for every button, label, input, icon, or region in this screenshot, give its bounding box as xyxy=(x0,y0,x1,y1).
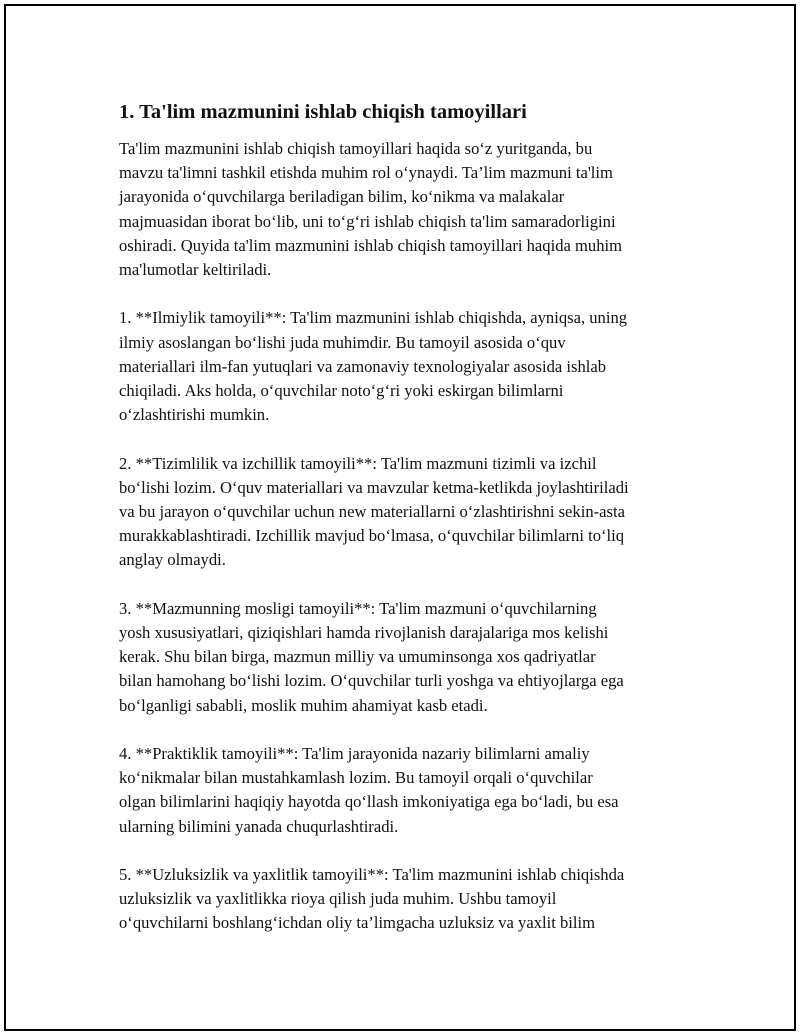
text-line: uzluksizlik va yaxlitlikka rioya qilish juda muhim. Ushbu tamoyil xyxy=(119,889,557,909)
text-line: Ta'lim mazmunini ishlab chiqish tamoyillari haqida so‘z yuritganda, bu xyxy=(119,139,593,158)
text-line: bilan hamohang bo‘lishi lozim. O‘quvchilar turli yoshga va ehtiyojlarga ega xyxy=(119,671,624,691)
principle-4-paragraph xyxy=(119,742,699,839)
text-line: 2. **Tizimlilik va izchillik tamoyili**: Ta'lim mazmuni tizimli va izchil xyxy=(119,453,597,473)
text-line: o‘quvchilarni boshlang‘ichdan oliy ta’limgacha uzluksiz va yaxlit bilim xyxy=(119,913,596,933)
intro-paragraph xyxy=(119,137,699,282)
text-line: 3. **Mazmunning mosligi tamoyili**: Ta'lim mazmuni o‘quvchilarning xyxy=(119,598,597,618)
text-line: ularning bilimini yanada chuqurlashtiradi. xyxy=(119,816,399,836)
text-line: 4. **Praktiklik tamoyili**: Ta'lim jarayonida nazariy bilimlarni amaliy xyxy=(119,744,590,764)
text-line: ilmiy asoslangan bo‘lishi juda muhimdir. Bu tamoyil asosida o‘quv xyxy=(119,332,566,352)
text-line: bo‘lganligi sababli, moslik muhim ahamiyat kasb etadi. xyxy=(119,695,488,715)
text-line: ma'lumotlar keltiriladi. xyxy=(119,260,272,280)
text-line: oshiradi. Quyida ta'lim mazmunini ishlab chiqish tamoyillari haqida muhim xyxy=(119,235,623,255)
text-line: murakkablashtiradi. Izchillik mavjud bo‘lmasa, o‘quvchilar bilimlarni to‘liq xyxy=(119,526,625,546)
text-line: va bu jarayon o‘quvchilar uchun new materiallarni o‘zlashtirishni sekin-asta xyxy=(119,502,625,522)
document-body xyxy=(119,98,699,960)
principle-3-paragraph xyxy=(119,597,699,718)
text-line: 5. **Uzluksizlik va yaxlitlik tamoyili**: Ta'lim mazmunini ishlab chiqishda xyxy=(119,865,625,885)
principle-2-paragraph xyxy=(119,452,699,573)
text-line: ko‘nikmalar bilan mustahkamlash lozim. Bu tamoyil orqali o‘quvchilar xyxy=(119,768,593,788)
principle-5-paragraph xyxy=(119,863,699,936)
text-line: jarayonida o‘quvchilarga beriladigan bilim, ko‘nikma va malakalar xyxy=(119,187,565,207)
page-frame xyxy=(4,4,796,1031)
principle-1-paragraph xyxy=(119,306,699,427)
text-line: mavzu ta'limni tashkil etishda muhim rol o‘ynaydi. Ta’lim mazmuni ta'lim xyxy=(119,163,613,183)
text-line: materiallari ilm-fan yutuqlari va zamonaviy texnologiyalar asosida ishlab xyxy=(119,356,607,376)
text-line: kerak. Shu bilan birga, mazmun milliy va umuminsonga xos qadriyatlar xyxy=(119,647,596,667)
text-line: anglay olmaydi. xyxy=(119,550,226,570)
document-title: 1. Ta'lim mazmunini ishlab chiqish tamoyillari xyxy=(119,101,527,123)
text-line: chiqiladi. Aks holda, o‘quvchilar noto‘g‘ri yoki eskirgan bilimlarni xyxy=(119,381,564,401)
text-line: yosh xususiyatlari, qiziqishlari hamda rivojlanish darajalariga mos kelishi xyxy=(119,623,609,643)
text-line: o‘zlashtirishi mumkin. xyxy=(119,405,270,425)
text-line: majmuasidan iborat bo‘lib, uni to‘g‘ri ishlab chiqish ta'lim samaradorligini xyxy=(119,211,616,231)
text-line: olgan bilimlarini haqiqiy hayotda qo‘llash imkoniyatiga ega bo‘ladi, bu esa xyxy=(119,792,619,812)
text-line: bo‘lishi lozim. O‘quv materiallari va mavzular ketma-ketlikda joylashtiriladi xyxy=(119,477,629,497)
text-line: 1. **Ilmiylik tamoyili**: Ta'lim mazmunini ishlab chiqishda, ayniqsa, uning xyxy=(119,308,628,328)
